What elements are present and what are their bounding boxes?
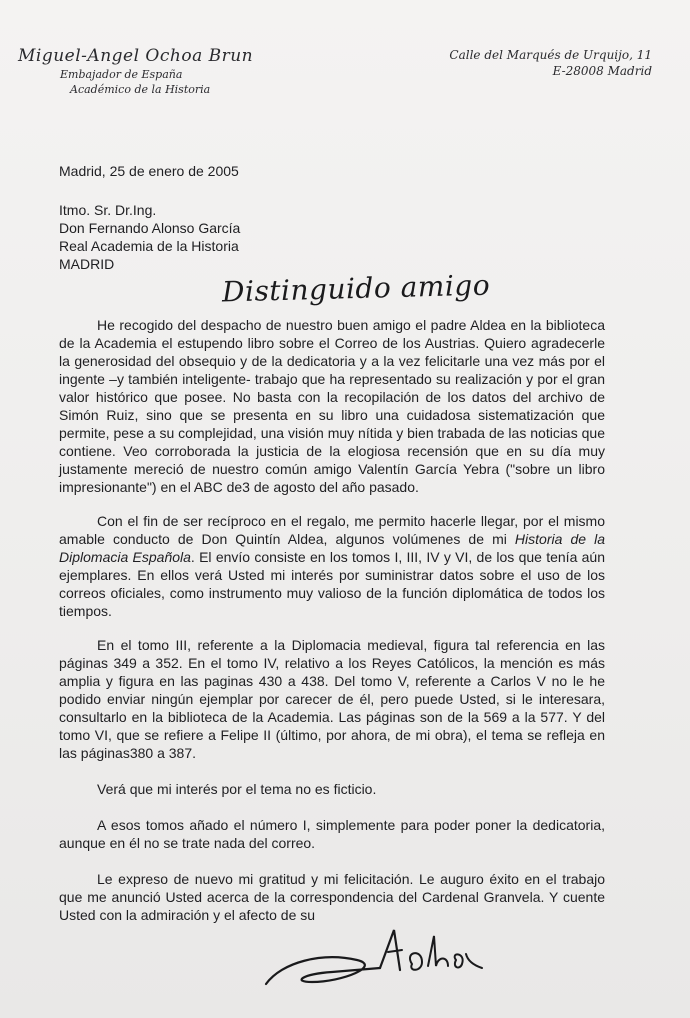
paragraph	[59, 512, 605, 620]
letterhead-sender	[18, 46, 253, 96]
handwritten-signature	[262, 922, 502, 992]
paragraph: A esos tomos añado el número I, simplemente para poder poner la dedicatoria, aunque en él no se trate nada del correo.	[59, 817, 605, 851]
handwritten-greeting: Distinguido amigo	[221, 268, 491, 309]
paragraph: He recogido del despacho de nuestro buen amigo el padre Aldea en la biblioteca de la Academia el estupendo libro sobre el Correo de los Austrias. Quiero agradecerle la generosidad del obsequio y de la dedicatoria y a la vez felicitarle una vez más por el ingente –y también inteligente- trabajo que ha representado su realización y por el gran valor histórico que posee. No basta con la recopilación de los datos del archivo de Simón Ruiz, sino que se presenta en su libro una cuidadosa sistematización que permite, pese a su complejidad, una visión muy nítida y bien trabada de las noticias que contiene. Veo corroborada la justicia de la elogiosa recensión que en su día muy justamente mereció de nuestro común amigo Valentín García Yebra ("sobre un libro impresionante") en el ABC de3 de agosto del año pasado.	[59, 317, 605, 495]
letter-date: Madrid, 25 de enero de 2005	[59, 163, 239, 179]
recipient-address	[59, 201, 240, 273]
paragraph: Le expreso de nuevo mi gratitud y mi felicitación. Le auguro éxito en el trabajo que me anunció Usted acerca de la correspondencia del Cardenal Granvela. Y cuente Usted con la admiración y el afecto de su	[59, 871, 605, 923]
recipient-line: Itmo. Sr. Dr.Ing.	[59, 202, 157, 218]
letter-body	[59, 316, 605, 924]
paragraph-text: Con el fin de ser recíproco en el regalo, me permito hacerle llegar, por el mismo amable conducto de Don Quintín Aldea, algunos volúmenes de mi	[59, 513, 605, 547]
sender-title-academic: Académico de la Historia	[70, 83, 211, 96]
paragraph: Verá que mi interés por el tema no es ficticio.	[97, 781, 377, 797]
letterhead-address	[449, 48, 652, 78]
book-title: Historia de la Diplomacia Española	[59, 531, 605, 565]
paragraph-text: . El envío consiste en los tomos I, III, IV y VI, de los que tenía aún ejemplares. En ellos verá Usted mi interés por suministrar datos sobre el uso de los correos oficiales, como instrumento muy valioso de la función diplomática de todos los tiempos.	[59, 549, 605, 619]
sender-street: Calle del Marqués de Urquijo, 11	[449, 48, 652, 62]
recipient-line: Don Fernando Alonso García	[59, 220, 241, 236]
recipient-line: MADRID	[59, 256, 115, 272]
paragraph: En el tomo III, referente a la Diplomacia medieval, figura tal referencia en las páginas 349 a 352. En el tomo IV, relativo a los Reyes Católicos, la mención es más amplia y figura en las paginas 430 a 438. Del tomo V, referente a Carlos V no le he podido enviar ningún ejemplar por carecer de él, pero puede Usted, si le interesara, consultarlo en la biblioteca de la Academia. Las páginas son de la 569 a la 577. Y del tomo VI, que se refiere a Felipe II (último, por ahora, de mi obra), el tema se refleja en las páginas380 a 387.	[59, 637, 605, 761]
sender-city: E-28008 Madrid	[552, 64, 652, 78]
sender-title-ambassador: Embajador de España	[60, 68, 183, 81]
recipient-line: Real Academia de la Historia	[59, 238, 239, 254]
sender-name: Miguel-Angel Ochoa Brun	[18, 46, 254, 66]
